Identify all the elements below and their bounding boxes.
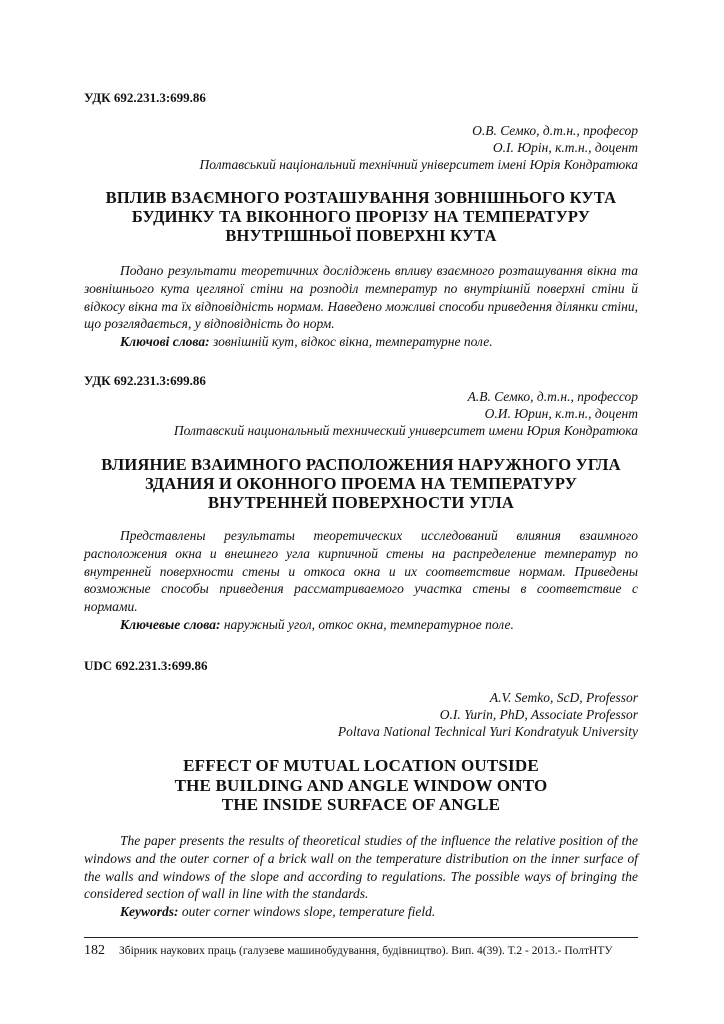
abstract-en: The paper presents the results of theoretical studies of the influence the relative position of the windows and the outer corner of a brick wall on the temperature distribution on the inner surface of the walls and windows of the slope and according to regulations. The possible ways of bringing the considered section of wall in line with the standards.	[84, 833, 638, 902]
keywords-label-en: Keywords:	[120, 904, 179, 920]
keywords-text-ru: наружный угол, откос окна, температурное поле.	[220, 616, 514, 632]
title-en-line-2: THE BUILDING AND ANGLE WINDOW ONTO	[174, 775, 548, 795]
author-1-en: A.V. Semko, ScD, Professor	[489, 690, 638, 705]
author-1-ru: А.В. Семко, д.т.н., профессор	[467, 389, 638, 404]
affiliation-ua: Полтавський національний технічний університет імені Юрія Кондратюка	[199, 157, 638, 172]
keywords-label-ua: Ключові слова:	[120, 334, 210, 350]
footer	[84, 944, 638, 958]
authors-en	[84, 689, 638, 740]
keywords-text-ua: зовнішній кут, відкос вікна, температурне поле.	[209, 334, 493, 350]
journal-info: Збірник наукових праць (галузеве машинобудування, будівництво). Вип. 4(39). Т.2 - 2013.- ПолтНТУ	[119, 945, 613, 957]
title-ua-line-2: БУДИНКУ ТА ВІКОННОГО ПРОРІЗУ НА ТЕМПЕРАТУРУ	[131, 207, 591, 226]
abstract-block-ru	[84, 527, 638, 634]
title-en	[84, 756, 638, 815]
authors-ru	[84, 388, 638, 439]
keywords-label-ru: Ключевые слова:	[120, 616, 221, 632]
author-2-ua: О.І. Юрін, к.т.н., доцент	[492, 140, 638, 155]
affiliation-en: Poltava National Technical Yuri Kondratyuk University	[337, 724, 638, 739]
abstract-block-en	[84, 832, 638, 921]
keywords-en	[84, 903, 638, 921]
abstract-ua: Подано результати теоретичних досліджень впливу взаємного розташування вікна та зовнішнього кута цегляної стіни на розподіл температур по внутрішній поверхні стіни й відкосу вікна та їх відповідність нормам. Наведено можливі способи приведення ділянки стіни, що розглядається, у відповідність до норм.	[84, 263, 638, 332]
affiliation-ru: Полтавский национальный технический университет имени Юрия Кондратюка	[173, 423, 638, 438]
author-2-en: O.I. Yurin, PhD, Associate Professor	[439, 707, 638, 722]
keywords-text-en: outer corner windows slope, temperature field.	[178, 904, 436, 920]
keywords-ru	[84, 616, 638, 634]
title-ua-line-1: ВПЛИВ ВЗАЄМНОГО РОЗТАШУВАННЯ ЗОВНІШНЬОГО КУТА	[105, 188, 617, 207]
title-ru-line-3: ВНУТРЕННЕЙ ПОВЕРХНОСТИ УГЛА	[208, 493, 514, 512]
title-en-line-1: EFFECT OF MUTUAL LOCATION OUTSIDE	[183, 756, 539, 775]
udc-ru: УДК 692.231.3:699.86	[84, 373, 206, 388]
udc-en: UDC 692.231.3:699.86	[84, 658, 208, 673]
title-ua	[84, 188, 638, 245]
title-ua-line-3: ВНУТРІШНЬОЇ ПОВЕРХНІ КУТА	[225, 226, 497, 245]
abstract-ru: Представлены результаты теоретических исследований влияния взаимного расположения окна и внешнего угла кирпичной стены на распределение температур по внутренней поверхности стены и откоса окна и их соответствие нормам. Приведены возможные способы приведения рассматриваемого участка стены в соответствие с нормами.	[84, 528, 638, 615]
title-ru	[84, 455, 638, 512]
page-number: 182	[84, 943, 105, 958]
title-ru-line-2: ЗДАНИЯ И ОКОННОГО ПРОЕМА НА ТЕМПЕРАТУРУ	[144, 474, 578, 493]
author-1-ua: О.В. Семко, д.т.н., професор	[472, 123, 638, 138]
footer-rule	[84, 937, 638, 938]
authors-ua	[84, 122, 638, 173]
udc-ua: УДК 692.231.3:699.86	[84, 90, 206, 105]
abstract-block-ua	[84, 262, 638, 351]
title-en-line-3: THE INSIDE SURFACE OF ANGLE	[221, 795, 501, 814]
title-ru-line-1: ВЛИЯНИЕ ВЗАИМНОГО РАСПОЛОЖЕНИЯ НАРУЖНОГО УГЛА	[101, 455, 621, 474]
author-2-ru: О.И. Юрин, к.т.н., доцент	[484, 406, 638, 421]
keywords-ua	[84, 333, 638, 351]
